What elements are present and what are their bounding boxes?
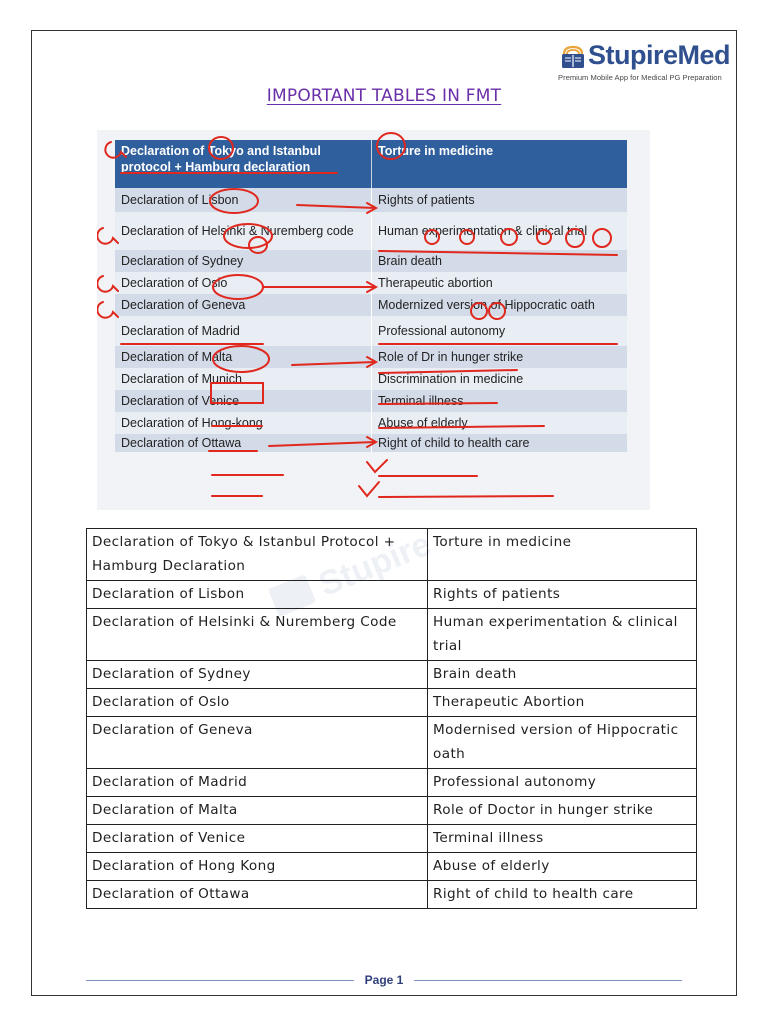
book-logo-icon bbox=[558, 42, 588, 72]
topic-cell: Rights of patients bbox=[428, 581, 697, 609]
table-row bbox=[87, 609, 697, 661]
annotated-table-row bbox=[115, 412, 627, 434]
annotated-declaration-cell: Declaration of Lisbon bbox=[115, 188, 372, 212]
annotated-declaration-cell: Declaration of Geneva bbox=[115, 294, 372, 316]
annotated-header-left: Declaration of Tokyo and Istanbul protocol + Hamburg declaration bbox=[115, 140, 372, 188]
annotated-topic-cell: Brain death bbox=[378, 254, 442, 268]
annotated-table-row bbox=[115, 294, 627, 316]
brand-tagline: Premium Mobile App for Medical PG Preparation bbox=[558, 73, 722, 82]
page-number: Page 1 bbox=[364, 973, 404, 987]
topic-cell: Torture in medicine bbox=[428, 529, 697, 581]
annotated-topic-cell: Rights of patients bbox=[378, 193, 475, 207]
declaration-cell: Declaration of Ottawa bbox=[87, 881, 428, 909]
topic-cell: Brain death bbox=[428, 661, 697, 689]
declaration-cell: Declaration of Madrid bbox=[87, 769, 428, 797]
table-row bbox=[87, 661, 697, 689]
table-row bbox=[87, 881, 697, 909]
table-row bbox=[87, 825, 697, 853]
annotated-topic-cell: Terminal illness bbox=[378, 394, 464, 408]
annotated-table-body bbox=[115, 188, 627, 452]
underline-annotation bbox=[379, 496, 553, 497]
declarations-table bbox=[86, 528, 697, 909]
annotated-declaration-cell: Declaration of Ottawa bbox=[115, 434, 372, 452]
annotated-declaration-cell: Declaration of Helsinki & Nuremberg code bbox=[115, 212, 372, 250]
annotated-table-row bbox=[115, 272, 627, 294]
topic-cell: Therapeutic Abortion bbox=[428, 689, 697, 717]
declarations-table-body bbox=[87, 529, 697, 909]
brand-logo bbox=[556, 40, 734, 86]
table-row bbox=[87, 581, 697, 609]
annotated-topic-cell: Modernized version of Hippocratic oath bbox=[378, 298, 595, 312]
annotated-declaration-cell: Declaration of Venice bbox=[115, 390, 372, 412]
annotated-table-row bbox=[115, 212, 627, 250]
topic-cell: Modernised version of Hippocratic oath bbox=[428, 717, 697, 769]
annotated-topic-cell: Abuse of elderly bbox=[378, 416, 468, 430]
table-row bbox=[87, 853, 697, 881]
declaration-cell: Declaration of Sydney bbox=[87, 661, 428, 689]
brand-name-part2: Med bbox=[677, 40, 731, 70]
annotated-table-row bbox=[115, 390, 627, 412]
declaration-cell: Declaration of Tokyo & Istanbul Protocol + Hamburg Declaration bbox=[87, 529, 428, 581]
svg-text:Stupire: Stupire bbox=[313, 524, 437, 604]
annotated-topic-cell: Professional autonomy bbox=[378, 324, 506, 338]
table-row bbox=[87, 689, 697, 717]
brand-name bbox=[588, 40, 730, 71]
page-title: IMPORTANT TABLES IN FMT bbox=[266, 86, 502, 106]
annotated-table-image bbox=[97, 130, 650, 510]
annotated-header-right: Torture in medicine bbox=[378, 144, 494, 158]
table-row bbox=[87, 797, 697, 825]
topic-cell: Role of Doctor in hunger strike bbox=[428, 797, 697, 825]
check-annotation bbox=[359, 482, 379, 496]
table-row bbox=[87, 717, 697, 769]
annotated-table-row bbox=[115, 346, 627, 368]
annotated-table bbox=[115, 140, 627, 452]
annotated-table-row bbox=[115, 250, 627, 272]
table-row bbox=[87, 769, 697, 797]
annotated-table-row bbox=[115, 434, 627, 452]
annotated-table-row bbox=[115, 316, 627, 346]
annotated-declaration-cell: Declaration of Sydney bbox=[115, 250, 372, 272]
declaration-cell: Declaration of Oslo bbox=[87, 689, 428, 717]
declaration-cell: Declaration of Malta bbox=[87, 797, 428, 825]
annotated-declaration-cell: Declaration of Malta bbox=[115, 346, 372, 368]
annotated-topic-cell: Human experimentation & clinical trial bbox=[378, 224, 588, 238]
annotated-topic-cell: Discrimination in medicine bbox=[378, 372, 524, 386]
topic-cell: Abuse of elderly bbox=[428, 853, 697, 881]
declaration-cell: Declaration of Venice bbox=[87, 825, 428, 853]
annotated-topic-cell: Role of Dr in hunger strike bbox=[378, 350, 524, 364]
annotated-table-row bbox=[115, 368, 627, 390]
declaration-cell: Declaration of Hong Kong bbox=[87, 853, 428, 881]
annotated-declaration-cell: Declaration of Oslo bbox=[115, 272, 372, 294]
table-row bbox=[87, 529, 697, 581]
topic-cell: Right of child to health care bbox=[428, 881, 697, 909]
annotated-table-header bbox=[115, 140, 627, 188]
annotated-topic-cell: Therapeutic abortion bbox=[378, 276, 493, 290]
brand-name-part1: Stupire bbox=[588, 40, 678, 70]
check-annotation bbox=[367, 460, 387, 472]
topic-cell: Terminal illness bbox=[428, 825, 697, 853]
annotated-topic-cell: Right of child to health care bbox=[378, 436, 530, 450]
annotated-declaration-cell: Declaration of Hong-kong bbox=[115, 412, 372, 434]
topic-cell: Professional autonomy bbox=[428, 769, 697, 797]
annotated-table-row bbox=[115, 188, 627, 212]
annotated-declaration-cell: Declaration of Munich bbox=[115, 368, 372, 390]
declaration-cell: Declaration of Geneva bbox=[87, 717, 428, 769]
declaration-cell: Declaration of Helsinki & Nuremberg Code bbox=[87, 609, 428, 661]
annotated-declaration-cell: Declaration of Madrid bbox=[115, 316, 372, 346]
declaration-cell: Declaration of Lisbon bbox=[87, 581, 428, 609]
topic-cell: Human experimentation & clinical trial bbox=[428, 609, 697, 661]
